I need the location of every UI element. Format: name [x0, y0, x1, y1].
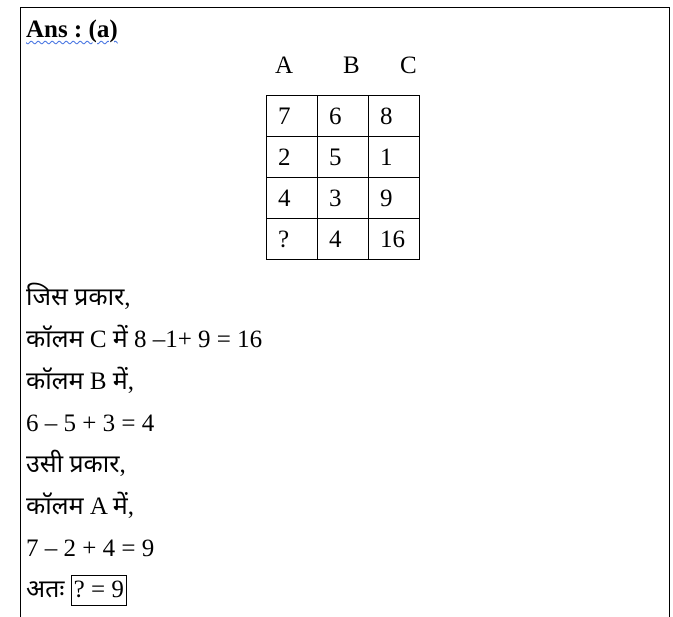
final-answer-line: [26, 574, 127, 606]
grid-row: [267, 178, 420, 219]
grid-cell: 1: [369, 137, 420, 178]
explanation-line: कॉलम A में,: [26, 493, 134, 520]
column-header-c: C: [400, 52, 417, 79]
grid-cell: 8: [369, 96, 420, 137]
grid-cell: 4: [267, 178, 318, 219]
grid-cell: 9: [369, 178, 420, 219]
grid-cell: 2: [267, 137, 318, 178]
explanation-line: कॉलम B में,: [26, 368, 134, 395]
explanation-line: कॉलम C में 8 –1+ 9 = 16: [26, 326, 263, 353]
explanation-line: 6 – 5 + 3 = 4: [26, 410, 155, 437]
grid-row: [267, 137, 420, 178]
number-grid: [266, 95, 420, 260]
grid-cell: 4: [318, 219, 369, 260]
grid-cell: ?: [267, 219, 318, 260]
grid-cell: 16: [369, 219, 420, 260]
grid-cell: 5: [318, 137, 369, 178]
grid-row: [267, 219, 420, 260]
grid-cell: 3: [318, 178, 369, 219]
explanation-line: 7 – 2 + 4 = 9: [26, 535, 155, 562]
explanation-line: उसी प्रकार,: [26, 451, 126, 478]
column-header-a: A: [275, 52, 294, 79]
column-header-b: B: [343, 52, 360, 79]
final-prefix: अतः: [26, 576, 65, 603]
grid-cell: 7: [267, 96, 318, 137]
grid-cell: 6: [318, 96, 369, 137]
final-answer-box: ? = 9: [71, 575, 127, 606]
answer-label: Ans : (a): [26, 16, 118, 43]
explanation-line: जिस प्रकार,: [26, 284, 131, 311]
grid-row: [267, 96, 420, 137]
